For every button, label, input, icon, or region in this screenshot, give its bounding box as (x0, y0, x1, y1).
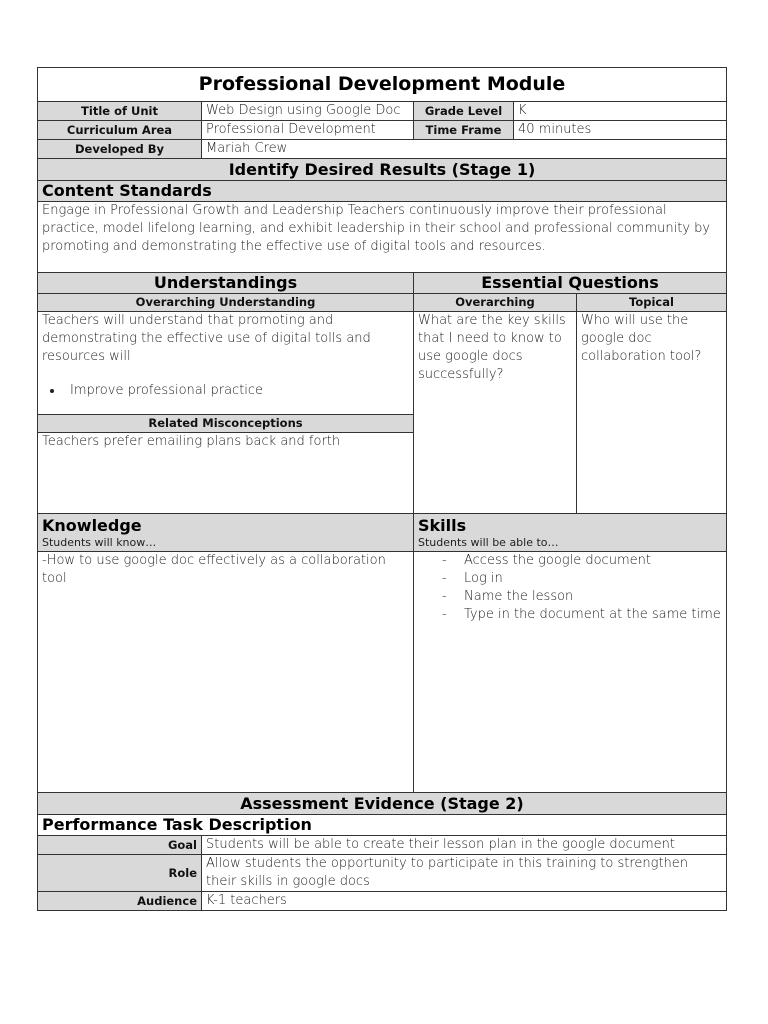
goal-label: Goal (38, 836, 202, 855)
role-label: Role (38, 855, 202, 892)
overarching-understanding-label: Overarching Understanding (38, 294, 414, 312)
topical-question: Who will use the google doc collaboration tool? (577, 312, 727, 514)
skills-list (418, 552, 722, 624)
skill-item: - Type in the document at the same time (442, 606, 722, 624)
misconceptions-text: Teachers prefer emailing plans back and forth (38, 433, 414, 514)
time-frame-label: Time Frame (414, 121, 514, 140)
understanding-text: Teachers will understand that promoting and demonstrating the effective use of digital tolls and resources will (42, 313, 371, 364)
content-standards-heading: Content Standards (38, 181, 727, 202)
performance-task-heading: Performance Task Description (38, 815, 727, 836)
curriculum-area-value: Professional Development (202, 121, 414, 140)
knowledge-subheading: Students will know… (42, 536, 157, 549)
knowledge-heading: Knowledge (42, 516, 142, 535)
overarching-label: Overarching (414, 294, 577, 312)
skills-cell (414, 552, 727, 793)
title-of-unit-value: Web Design using Google Doc (202, 102, 414, 121)
goal-text: Students will be able to create their lesson plan in the google document (202, 836, 727, 855)
understandings-heading: Understandings (38, 273, 414, 294)
content-standards-text: Engage in Professional Growth and Leadership Teachers continuously improve their professional practice, model lifelong learning, and exhibit leadership in their school and professional community by promoting and demonstrating the effective use of digital tools and resources. (38, 202, 727, 273)
understanding-bullet: • Improve professional practice (64, 382, 409, 400)
essential-questions-heading: Essential Questions (414, 273, 727, 294)
topical-label: Topical (577, 294, 727, 312)
stage1-heading: Identify Desired Results (Stage 1) (38, 159, 727, 181)
module-title: Professional Development Module (38, 68, 727, 102)
grade-level-value: K (514, 102, 727, 121)
misconceptions-label: Related Misconceptions (38, 415, 414, 433)
skill-item: - Name the lesson (442, 588, 722, 606)
audience-label: Audience (38, 892, 202, 911)
grade-level-label: Grade Level (414, 102, 514, 121)
time-frame-value: 40 minutes (514, 121, 727, 140)
skills-heading: Skills (418, 516, 467, 535)
skills-subheading: Students will be able to… (418, 536, 559, 549)
role-text: Allow students the opportunity to participate in this training to strengthen their skills in google docs (202, 855, 727, 892)
understanding-cell (38, 312, 414, 415)
stage2-heading: Assessment Evidence (Stage 2) (38, 793, 727, 815)
lesson-plan-document (37, 67, 726, 911)
overarching-question: What are the key skills that I need to know to use google docs successfully? (414, 312, 577, 514)
module-table (37, 67, 727, 911)
skill-item: - Log in (442, 570, 722, 588)
curriculum-area-label: Curriculum Area (38, 121, 202, 140)
skills-header (414, 514, 727, 552)
knowledge-text: -How to use google doc effectively as a collaboration tool (38, 552, 414, 793)
skill-item: - Access the google document (442, 552, 722, 570)
knowledge-header (38, 514, 414, 552)
understanding-bullet-list (42, 382, 409, 400)
developed-by-value: Mariah Crew (202, 140, 727, 159)
title-of-unit-label: Title of Unit (38, 102, 202, 121)
audience-text: K-1 teachers (202, 892, 727, 911)
developed-by-label: Developed By (38, 140, 202, 159)
